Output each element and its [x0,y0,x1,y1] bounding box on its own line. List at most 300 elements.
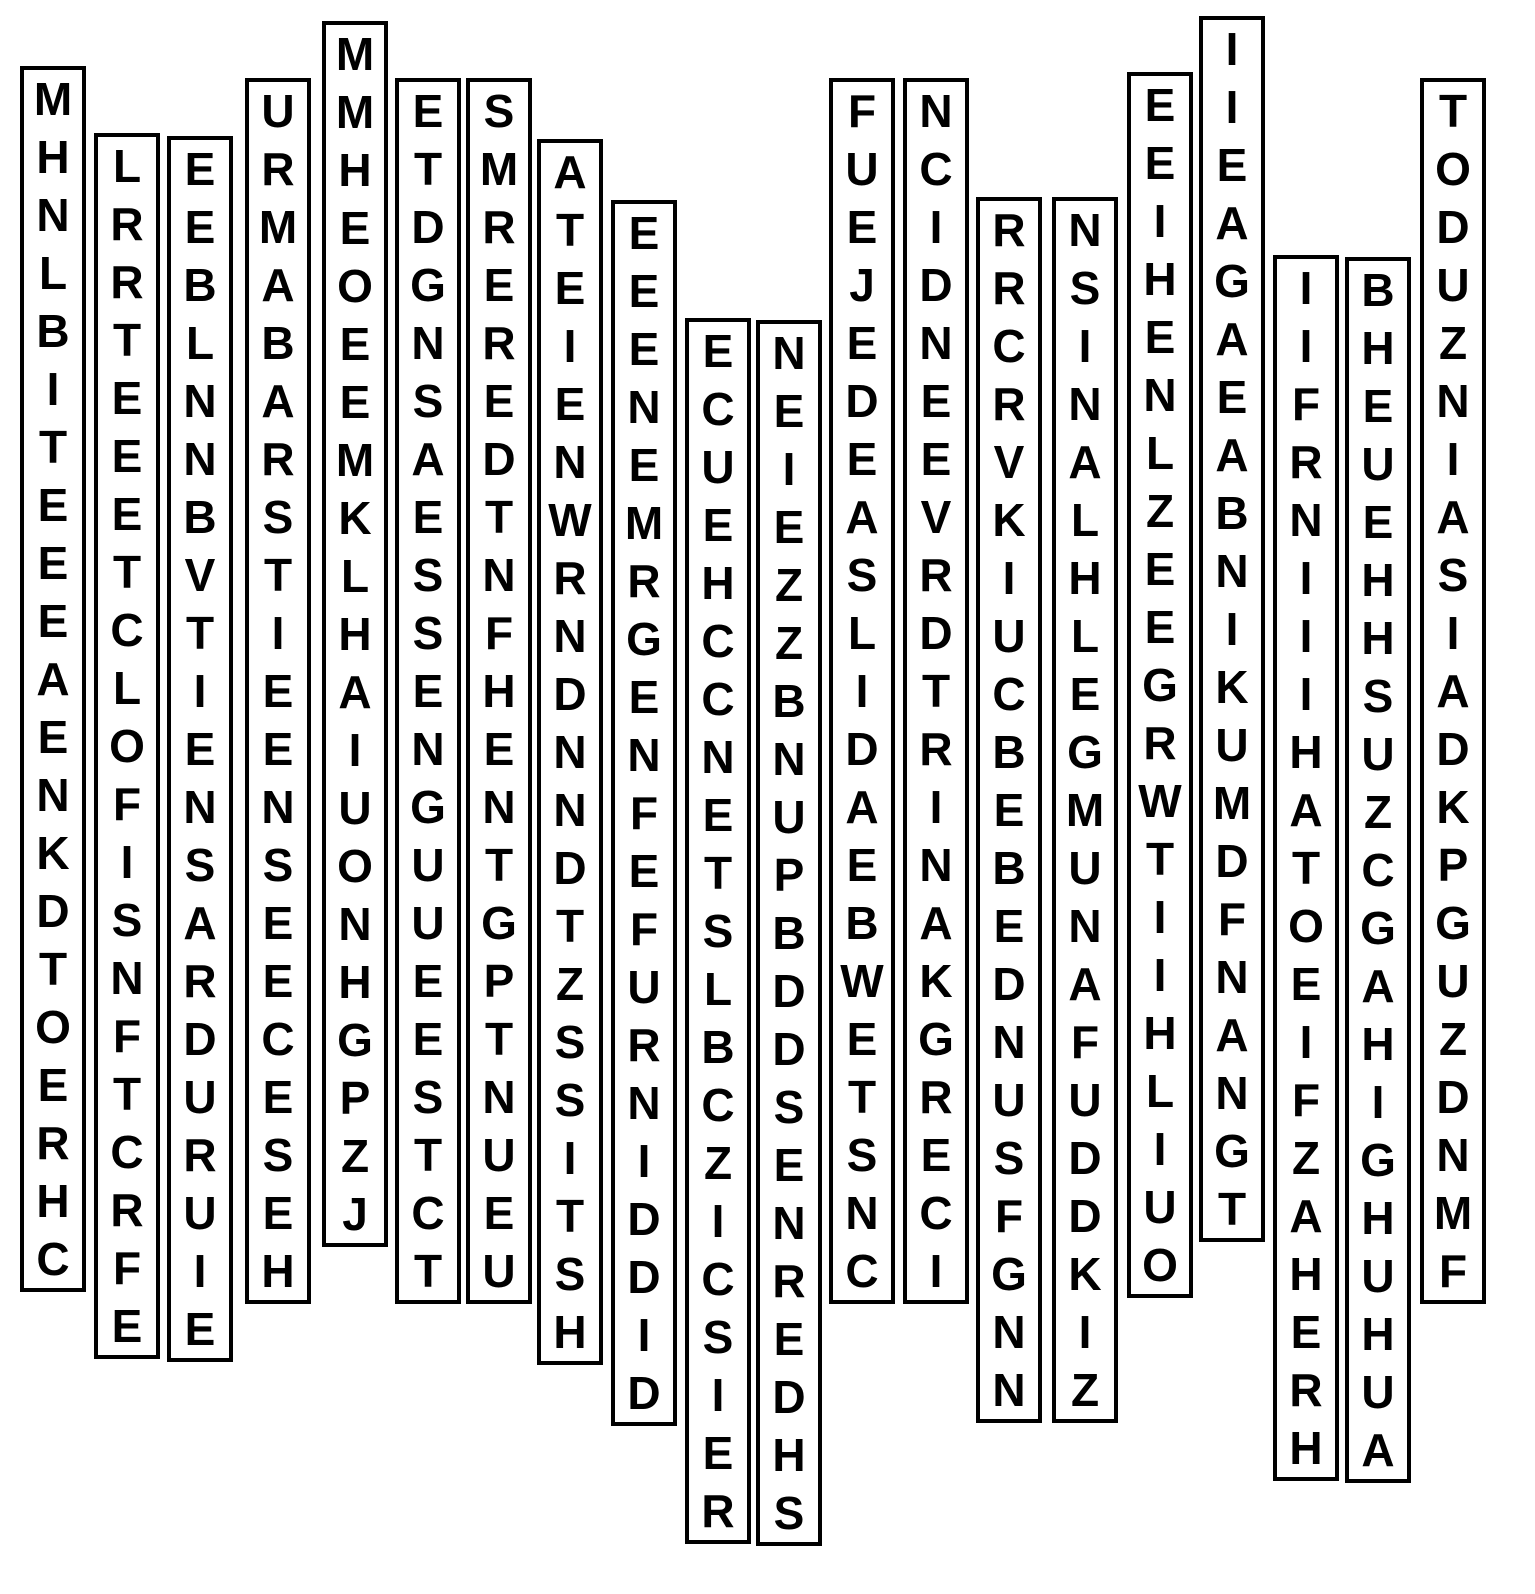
letter-cell: F [1070,1016,1100,1068]
letter-cell: I [855,665,869,717]
letter-cell: T [555,900,585,952]
letter-cell: F [1291,1074,1321,1126]
letter-cell: G [481,897,517,949]
letter-cell: R [992,378,1026,430]
letter-cell: E [339,318,371,370]
letter-cell: F [112,1010,142,1062]
letter-cell: N [627,1077,661,1129]
letter-cell: U [1361,1366,1395,1418]
letter-cell: A [1215,197,1249,249]
letter-cell: H [338,608,372,660]
letter-cell: A [1436,665,1470,717]
letter-cell: F [1438,1245,1468,1297]
letter-cell: E [37,595,69,647]
letter-cell: K [1068,1248,1102,1300]
letter-cell: S [773,1487,805,1539]
letter-cell: T [413,1245,443,1297]
letter-cell: H [36,1175,70,1227]
letter-cell: S [412,549,444,601]
letter-cell: E [483,259,515,311]
letter-cell: H [1068,552,1102,604]
letter-cell: S [773,1081,805,1133]
letter-cell: M [624,497,664,549]
letter-cell: E [412,1013,444,1065]
letter-cell: Z [1363,786,1393,838]
letter-cell: N [1068,204,1102,256]
letter-cell: N [772,1197,806,1249]
letter-cell: G [410,259,446,311]
letter-cell: N [701,731,735,783]
letter-cell: E [702,499,734,551]
letter-cell: C [701,383,735,435]
letter-cell: K [919,955,953,1007]
letter-cell: C [110,1126,144,1178]
letter-cell: I [1225,603,1239,655]
letter-cell: E [628,265,660,317]
letter-cell: I [1446,607,1460,659]
letter-cell: C [919,143,953,195]
letter-cell: H [36,131,70,183]
letter-cell: V [920,491,952,543]
letter-cell: H [1361,322,1395,374]
letter-cell: M [335,434,375,486]
letter-cell: R [992,204,1026,256]
letter-cell: M [335,28,375,80]
letter-cell: C [411,1187,445,1239]
letter-cell: N [411,317,445,369]
letter-cell: T [112,546,142,598]
letter-cell: A [919,897,953,949]
letter-cell: C [992,320,1026,372]
letter-cell: E [702,1427,734,1479]
letter-cell: D [919,607,953,659]
letter-cell: E [920,433,952,485]
letter-cell: T [921,665,951,717]
letter-cell: E [1216,139,1248,191]
letter-cell: I [1153,891,1167,943]
letter-cell: N [36,769,70,821]
letter-strip [466,78,532,1304]
letter-cell: A [1289,784,1323,836]
letter-cell: D [627,1193,661,1245]
letter-cell: D [992,958,1026,1010]
letter-cell: T [185,607,215,659]
letter-cell: I [711,1195,725,1247]
letter-strip [976,197,1042,1423]
letter-cell: R [183,955,217,1007]
letter-cell: E [1144,601,1176,653]
letter-cell: N [1436,375,1470,427]
letter-strip [20,66,86,1292]
letter-cell: S [483,85,515,137]
letter-cell: A [553,146,587,198]
letter-cell: L [847,607,877,659]
letter-cell: E [111,430,143,482]
letter-cell: N [992,1306,1026,1358]
letter-cell: M [479,143,519,195]
letter-cell: N [1068,900,1102,952]
letter-cell: B [261,317,295,369]
letter-cell: F [112,1242,142,1294]
letter-cell: E [846,433,878,485]
letter-cell: I [1299,1016,1313,1068]
letter-cell: R [992,262,1026,314]
letter-cell: B [1361,264,1395,316]
letter-cell: I [637,1309,651,1361]
letter-cell: I [1299,610,1313,662]
letter-cell: N [845,1187,879,1239]
letter-cell: O [1288,900,1324,952]
letter-cell: H [1289,1422,1323,1474]
letter-cell: I [1078,320,1092,372]
letter-cell: Z [1438,1013,1468,1065]
letter-cell: O [109,720,145,772]
letter-cell: S [262,491,294,543]
letter-cell: F [994,1190,1024,1242]
letter-cell: I [120,836,134,888]
letter-cell: N [1289,494,1323,546]
letter-cell: D [772,1371,806,1423]
letter-cell: R [183,1129,217,1181]
letter-cell: V [184,549,216,601]
letter-strip [167,136,233,1362]
letter-cell: U [1361,1250,1395,1302]
letter-cell: H [1361,612,1395,664]
letter-cell: W [1138,775,1182,827]
letter-cell: D [919,259,953,311]
letter-cell: I [563,320,577,372]
letter-cell: N [772,733,806,785]
letter-cell: D [1215,835,1249,887]
letter-cell: T [1145,833,1175,885]
letter-cell: E [37,1059,69,1111]
letter-cell: K [1215,661,1249,713]
letter-cell: I [563,1132,577,1184]
letter-cell: R [553,552,587,604]
letter-cell: E [628,323,660,375]
letter-cell: G [1142,659,1178,711]
letter-cell: R [482,317,516,369]
letter-cell: E [262,1187,294,1239]
letter-cell: T [484,839,514,891]
letter-cell: G [1435,897,1471,949]
letter-cell: E [111,488,143,540]
letter-cell: S [1437,549,1469,601]
letter-cell: E [1290,958,1322,1010]
letter-cell: V [993,436,1025,488]
letter-strip [537,139,603,1365]
letter-cell: H [1289,726,1323,778]
letter-cell: U [261,85,295,137]
letter-cell: H [1143,253,1177,305]
letter-cell: I [1299,552,1313,604]
letter-cell: E [628,207,660,259]
letter-cell: S [412,607,444,659]
letter-cell: A [1361,960,1395,1012]
letter-cell: D [1068,1190,1102,1242]
letter-cell: E [993,900,1025,952]
letter-strip [94,133,160,1359]
letter-cell: S [111,894,143,946]
letter-cell: L [1145,427,1175,479]
letter-cell: R [261,143,295,195]
letter-cell: B [1215,487,1249,539]
letter-cell: R [110,256,144,308]
letter-cell: S [846,549,878,601]
letter-cell: B [992,842,1026,894]
letter-cell: E [262,897,294,949]
letter-cell: C [845,1245,879,1297]
letter-cell: G [626,613,662,665]
letter-cell: K [36,827,70,879]
letter-cell: M [1433,1187,1473,1239]
letter-cell: T [112,1068,142,1120]
letter-cell: H [1361,1018,1395,1070]
letter-cell: G [1214,255,1250,307]
letter-cell: E [483,723,515,775]
letter-cell: S [846,1129,878,1181]
letter-cell: B [183,491,217,543]
letter-cell: U [411,897,445,949]
letter-cell: N [627,729,661,781]
letter-cell: E [1290,1306,1322,1358]
letter-cell: U [183,1071,217,1123]
letter-cell: C [919,1187,953,1239]
letter-cell: R [110,1184,144,1236]
letter-cell: T [555,1190,585,1242]
letter-cell: I [1153,949,1167,1001]
letter-cell: T [38,943,68,995]
letter-cell: U [1436,259,1470,311]
letter-cell: F [484,607,514,659]
letter-cell: U [482,1129,516,1181]
letter-cell: B [772,675,806,727]
letter-cell: H [1361,1308,1395,1360]
letter-cell: H [1361,1192,1395,1244]
letter-cell: H [1143,1007,1177,1059]
letter-cell: S [262,1129,294,1181]
letter-cell: E [37,537,69,589]
letter-cell: E [184,1303,216,1355]
letter-cell: S [702,905,734,957]
letter-cell: E [773,1139,805,1191]
letter-cell: I [1446,433,1460,485]
letter-cell: N [338,898,372,950]
letter-cell: S [412,375,444,427]
letter-cell: E [262,955,294,1007]
letter-strip [756,320,822,1546]
letter-cell: L [1070,494,1100,546]
letter-cell: T [38,421,68,473]
letter-cell: R [261,433,295,485]
letter-cell: H [701,557,735,609]
letter-cell: E [483,375,515,427]
letter-cell: A [411,433,445,485]
letter-cell: E [262,723,294,775]
letter-cell: I [1153,195,1167,247]
letter-cell: C [36,1233,70,1285]
letter-cell: C [701,673,735,725]
letter-cell: E [483,1187,515,1239]
letter-cell: I [46,363,60,415]
letter-cell: T [484,491,514,543]
letter-cell: E [628,439,660,491]
letter-cell: D [553,842,587,894]
letter-cell: G [918,1013,954,1065]
letter-cell: Z [774,559,804,611]
letter-cell: E [262,665,294,717]
letter-cell: E [773,385,805,437]
letter-cell: P [339,1072,371,1124]
letter-cell: E [702,325,734,377]
letter-cell: N [1436,1129,1470,1181]
letter-cell: E [1144,79,1176,131]
letter-cell: N [1215,951,1249,1003]
letter-cell: N [482,1071,516,1123]
letter-cell: E [262,1071,294,1123]
letter-cell: A [845,781,879,833]
letter-cell: G [410,781,446,833]
letter-cell: P [483,955,515,1007]
letter-cell: T [555,204,585,256]
letter-cell: T [413,143,443,195]
letter-cell: U [1436,955,1470,1007]
letter-cell: M [335,86,375,138]
letter-cell: I [637,1135,651,1187]
letter-cell: S [702,1311,734,1363]
letter-cell: S [554,1016,586,1068]
letter-cell: U [1143,1181,1177,1233]
letter-cell: B [701,1021,735,1073]
letter-cell: I [1371,1076,1385,1128]
letter-cell: G [1067,726,1103,778]
letter-cell: C [701,1079,735,1131]
letter-cell: T [413,1129,443,1181]
letter-cell: N [772,327,806,379]
letter-cell: A [1068,958,1102,1010]
letter-cell: U [627,961,661,1013]
letter-cell: E [1144,137,1176,189]
letter-cell: N [1068,378,1102,430]
letter-cell: M [1065,784,1105,836]
letter-cell: E [993,784,1025,836]
letter-cell: F [847,85,877,137]
letter-cell: D [36,885,70,937]
letter-cell: B [992,726,1026,778]
letter-strip [1199,16,1265,1242]
letter-cell: U [338,782,372,834]
letter-cell: H [338,144,372,196]
letter-strip [685,318,751,1544]
letter-cell: E [37,479,69,531]
letter-cell: T [847,1071,877,1123]
letter-cell: E [920,375,952,427]
letter-cell: A [1361,1424,1395,1476]
letter-cell: O [337,260,373,312]
letter-cell: R [701,1485,735,1537]
letter-cell: U [1068,842,1102,894]
letter-cell: N [482,781,516,833]
letter-cell: F [112,778,142,830]
letter-cell: U [1215,719,1249,771]
letter-cell: D [627,1251,661,1303]
letter-cell: S [412,1071,444,1123]
letter-cell: H [1361,554,1395,606]
letter-cell: Z [1438,317,1468,369]
letter-cell: O [1142,1239,1178,1291]
letter-cell: K [1436,781,1470,833]
letter-cell: E [111,372,143,424]
letter-cell: D [183,1013,217,1065]
letter-cell: N [553,784,587,836]
letter-cell: B [845,897,879,949]
letter-cell: N [36,189,70,241]
letter-cell: N [1215,1067,1249,1119]
letter-cell: E [846,201,878,253]
letter-cell: D [1436,201,1470,253]
letter-cell: I [929,1245,943,1297]
letter-cell: C [701,1253,735,1305]
letter-cell: S [1069,262,1101,314]
letter-cell: R [627,1019,661,1071]
letter-cell: N [992,1016,1026,1068]
letter-cell: I [929,201,943,253]
letter-cell: N [183,781,217,833]
letter-cell: D [1068,1132,1102,1184]
letter-cell: E [412,665,444,717]
letter-cell: W [840,955,884,1007]
letter-cell: U [701,441,735,493]
letter-cell: E [339,202,371,254]
letter-cell: K [338,492,372,544]
letter-cell: U [992,1074,1026,1126]
letter-cell: S [993,1132,1025,1184]
letter-cell: U [772,791,806,843]
letter-cell: L [38,247,68,299]
letter-cell: S [184,839,216,891]
letter-cell: E [554,378,586,430]
letter-cell: G [991,1248,1027,1300]
letter-cell: O [35,1001,71,1053]
letter-cell: Z [774,617,804,669]
letter-cell: U [1361,438,1395,490]
letter-strip [322,21,388,1247]
letter-cell: I [1299,262,1313,314]
letter-cell: E [184,143,216,195]
letter-cell: I [1225,23,1239,75]
letter-cell: E [773,1313,805,1365]
letter-strip [903,78,969,1304]
letter-cell: P [773,849,805,901]
letter-cell: E [628,845,660,897]
letter-cell: Z [1070,1364,1100,1416]
letter-cell: N [183,375,217,427]
letter-cell: R [1289,1364,1323,1416]
letter-cell: N [482,549,516,601]
letter-cell: U [411,839,445,891]
letter-cell: D [1436,723,1470,775]
letter-cell: C [261,1013,295,1065]
letter-strip [1273,255,1339,1481]
letter-cell: M [1212,777,1252,829]
letter-cell: R [919,1071,953,1123]
letter-cell: E [846,839,878,891]
letter-cell: L [1070,610,1100,662]
letter-cell: C [701,615,735,667]
letter-cell: N [1215,545,1249,597]
letter-cell: E [628,671,660,723]
letter-cell: I [348,724,362,776]
